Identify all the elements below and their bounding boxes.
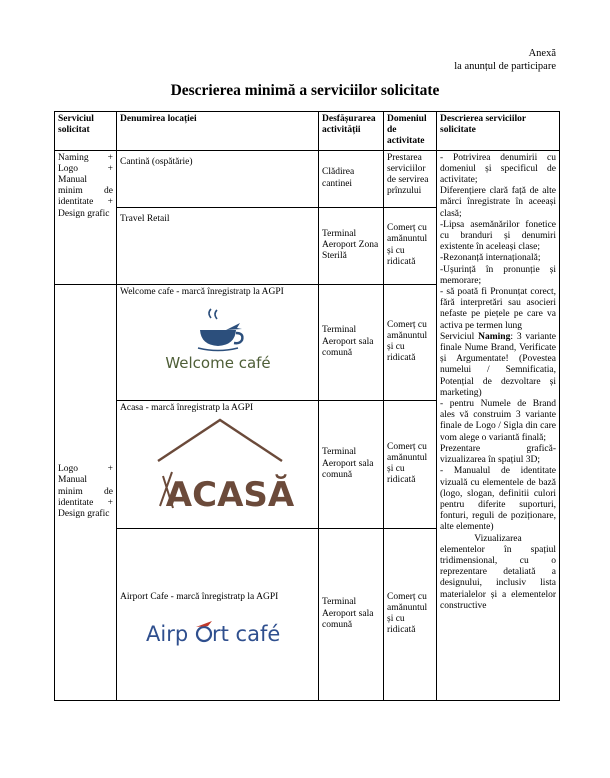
acasa-logo <box>120 416 315 512</box>
airport-cafe-logo <box>120 613 315 653</box>
place-cell: Terminal Aeroport Zona Sterilă <box>319 207 384 284</box>
welcome-cafe-logo <box>120 308 315 372</box>
header-location: Denumirea locației <box>117 112 319 151</box>
location-name: Acasa - marcă înregistratp la AGPI <box>120 402 254 413</box>
annex-line-2: la anunțul de participare <box>454 61 556 72</box>
welcome-cafe-logo-text: Welcome café <box>164 353 271 372</box>
description-p7-prefix: Serviciul <box>440 331 479 342</box>
location-cell <box>117 528 319 700</box>
location-cell <box>117 400 319 528</box>
coffee-cup-icon <box>148 308 288 372</box>
annex-note <box>454 47 556 73</box>
description-p8: - pentru Numele de Brand ales vă construim 3 variante finale de Logo / Sigla din care vom alege o variantă finală; <box>440 399 556 443</box>
description-p7 <box>440 332 556 399</box>
page-title: Descrierea minimă a serviciilor solicitate <box>170 82 440 99</box>
airport-logo-text-right: rt café <box>211 621 280 646</box>
description-p9: Prezentare grafică-vizualizarea în spațiul 3D; <box>440 443 556 466</box>
table-row <box>55 150 560 207</box>
place-cell: Terminal Aeroport sala comună <box>319 400 384 528</box>
airport-logo-text-left: Airp <box>145 621 188 646</box>
services-table <box>54 111 560 701</box>
description-p3: -Lipsa asemănărilor fonetice cu branduri și denumiri existente în aceleași clase; <box>440 219 556 253</box>
place-cell: Terminal Aeroport sala comună <box>319 284 384 400</box>
header-activity-place: Desfășurarea activității <box>319 112 384 151</box>
domain-cell: Comerț cu amănuntul și cu ridicată <box>384 284 437 400</box>
location-name: Travel Retail <box>120 213 170 224</box>
description-p10: - Manualul de identitate vizuală cu elementele de bază (logo, slogan, definitii culori pentru diferite suporturi, fonturi, reguli de poziționare, alte elemente) <box>440 466 556 533</box>
place-cell: Terminal Aeroport sala comună <box>319 528 384 700</box>
description-p1: - Potrivirea denumirii cu domeniul și specificul de activitate; <box>440 152 556 186</box>
annex-line-1: Anexă <box>528 48 556 59</box>
service-cell-2: Logo + Manual minim de identitate + Design grafic <box>55 284 117 700</box>
place-cell: Clădirea cantinei <box>319 150 384 207</box>
header-description: Descrierea serviciilor solicitate <box>437 112 560 151</box>
domain-cell: Comerț cu amănuntul și cu ridicată <box>384 528 437 700</box>
header-service: Serviciul solicitat <box>55 112 117 151</box>
header-domain: Domeniul de activitate <box>384 112 437 151</box>
description-naming-bold: Naming <box>478 331 511 342</box>
description-p4: -Rezonanță internațională; <box>440 253 541 264</box>
house-roof-icon <box>138 416 298 512</box>
description-p11: Vizualizarea <box>474 533 522 544</box>
airport-cafe-icon <box>138 613 298 653</box>
description-p6: - să poată fi Pronunțat corect, fără interpretări sau asocieri nefaste pe piețele pe care va activa pe termen lung <box>440 287 556 331</box>
location-cell <box>117 284 319 400</box>
domain-cell: Prestarea serviciilor de servirea prînzului <box>384 150 437 207</box>
description-p2: Diferențiere clară față de alte mărci înregistrate în aceeași clasă; <box>440 186 556 219</box>
location-name: Airport Cafe - marcă înregistratp la AGPI <box>120 591 279 602</box>
location-cell <box>117 150 319 207</box>
description-cell <box>437 150 560 700</box>
description-p5: -Ușurință în pronunție și memorare; <box>440 264 556 286</box>
domain-cell: Comerț cu amănuntul și cu ridicată <box>384 207 437 284</box>
acasa-logo-text: ACASĂ <box>165 474 294 512</box>
description-p12: elementelor în spațiul tridimensional, cu o reprezentare detaliată a designului, inclusiv lista materialelor și a elementelor constructive <box>440 544 556 611</box>
service-cell-1: Naming + Logo + Manual minim de identitate + Design grafic <box>55 150 117 284</box>
location-name: Cantină (ospătărie) <box>120 156 193 167</box>
location-name: Welcome cafe - marcă înregistratp la AGPI <box>120 286 284 297</box>
table-header-row <box>55 112 560 151</box>
location-cell <box>117 207 319 284</box>
description-p7-rest: : 3 variante finale Nume Brand, Verificate și Argumentate! (Povestea numelui / Semnificatia, Potențial de dezvoltare și marketing) <box>440 331 556 398</box>
domain-cell: Comerț cu amănuntul și cu ridicată <box>384 400 437 528</box>
